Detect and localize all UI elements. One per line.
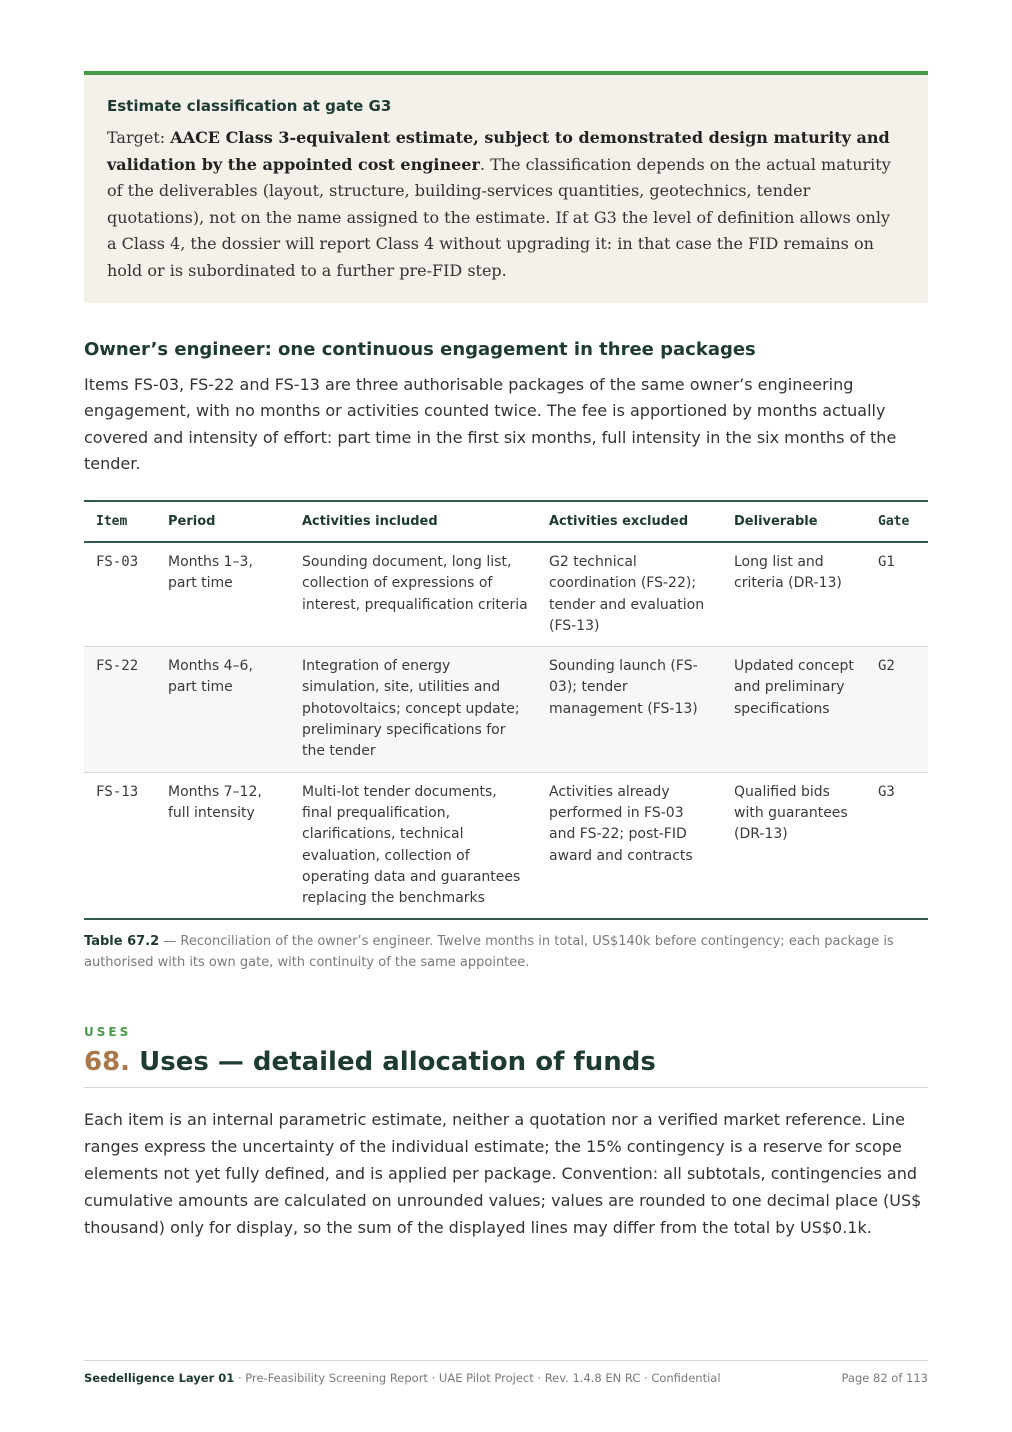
header-period: Period (156, 501, 290, 542)
cell-item: FS-03 (84, 542, 156, 647)
callout-body-text: . The classification depends on the actual maturity of the deliverables (layout, structure, building-services quantities, geotechnics, tender quotations), not on the name assigned to the estimate. If at G3 the level of definition allows only a Class 4, the dossier will report Class 4 without upgrading it: in that case the FID remains on hold or is subordinated to a further pre-FID step. (107, 154, 891, 280)
table-caption (84, 932, 928, 973)
cell-included: Sounding document, long list, collection of expressions of interest, prequalification criteria (290, 542, 537, 647)
section-title-text: Uses — detailed allocation of funds (130, 1047, 656, 1078)
owners-engineer-table (84, 500, 928, 920)
cell-included: Multi-lot tender documents, final prequalification, clarifications, technical evaluation, collection of operating data and guarantees replacing the benchmarks (302, 783, 521, 907)
cell-period: Months 4–6, part time (156, 647, 290, 772)
caption-text: — Reconciliation of the owner’s engineer. Twelve months in total, US$140k before contingency; each package is authorised with its own gate, with continuity of the same appointee. (84, 934, 894, 970)
footer-page-number: Page 82 of 113 (841, 1371, 928, 1385)
header-deliverable: Deliverable (722, 501, 866, 542)
table-row (84, 647, 928, 772)
cell-excluded: Sounding launch (FS-03); tender management (FS-13) (537, 647, 722, 772)
section-title (84, 1047, 928, 1088)
table-row (84, 542, 928, 647)
table-header-row (84, 501, 928, 542)
cell-gate: G1 (866, 542, 928, 647)
cell-period: Months 1–3, part time (156, 542, 290, 647)
section-number: 68. (84, 1047, 131, 1078)
footer-meta (84, 1371, 721, 1385)
cell-item: FS-13 (96, 783, 139, 800)
callout-body (107, 125, 904, 285)
footer-brand: Seedelligence Layer 01 (84, 1371, 235, 1385)
caption-label: Table 67.2 (84, 934, 160, 950)
header-item: Item (84, 501, 156, 542)
cell-excluded: Activities already performed in FS-03 and FS-22; post-FID award and contracts (549, 783, 693, 864)
header-included: Activities included (290, 501, 537, 542)
cell-included: Integration of energy simulation, site, utilities and photovoltaics; concept update; preliminary specifications for the tender (290, 647, 537, 772)
section-paragraph: Each item is an internal parametric estimate, neither a quotation nor a verified market reference. Line ranges express the uncertainty of the individual estimate; the 15% contingency is a reserve for scope elements not yet fully defined, and is applied per package. Convention: all subtotals, contingencies and cumulative amounts are calculated on unrounded values; values are rounded to one decimal place (US$ thousand) only for display, so the sum of the displayed lines may differ from the total by US$0.1k. (84, 1110, 922, 1238)
cell-deliverable: Updated concept and preliminary specifications (722, 647, 866, 772)
callout-title: Estimate classification at gate G3 (107, 97, 392, 115)
cell-period: Months 7–12, full intensity (168, 783, 262, 821)
page-footer (84, 1360, 928, 1385)
footer-meta-text: · Pre-Feasibility Screening Report · UAE Pilot Project · Rev. 1.4.8 EN RC · Confidential (234, 1371, 721, 1385)
cell-gate: G3 (878, 783, 895, 800)
page-content (84, 71, 928, 1241)
cell-deliverable: Long list and criteria (DR-13) (722, 542, 866, 647)
cell-excluded: G2 technical coordination (FS-22); tender and evaluation (FS-13) (537, 542, 722, 647)
estimate-classification-callout (84, 71, 928, 303)
cell-gate: G2 (866, 647, 928, 772)
cell-item: FS-22 (84, 647, 156, 772)
header-excluded: Activities excluded (537, 501, 722, 542)
callout-target-bold: AACE Class 3-equivalent estimate, subject to demonstrated design maturity and validation by the appointed cost engineer (107, 128, 890, 174)
cell-deliverable: Qualified bids with guarantees (DR-13) (734, 783, 848, 843)
callout-target-label: Target: (107, 128, 171, 147)
table-row (84, 772, 928, 919)
header-gate: Gate (866, 501, 928, 542)
owners-engineer-paragraph: Items FS-03, FS-22 and FS-13 are three authorisable packages of the same owner’s engineering engagement, with no months or activities counted twice. The fee is apportioned by months actually covered and intensity of effort: part time in the first six months, full intensity in the six months of the tender. (84, 374, 897, 474)
owners-engineer-heading: Owner’s engineer: one continuous engagement in three packages (84, 338, 756, 360)
section-eyebrow: USES (84, 1025, 132, 1040)
